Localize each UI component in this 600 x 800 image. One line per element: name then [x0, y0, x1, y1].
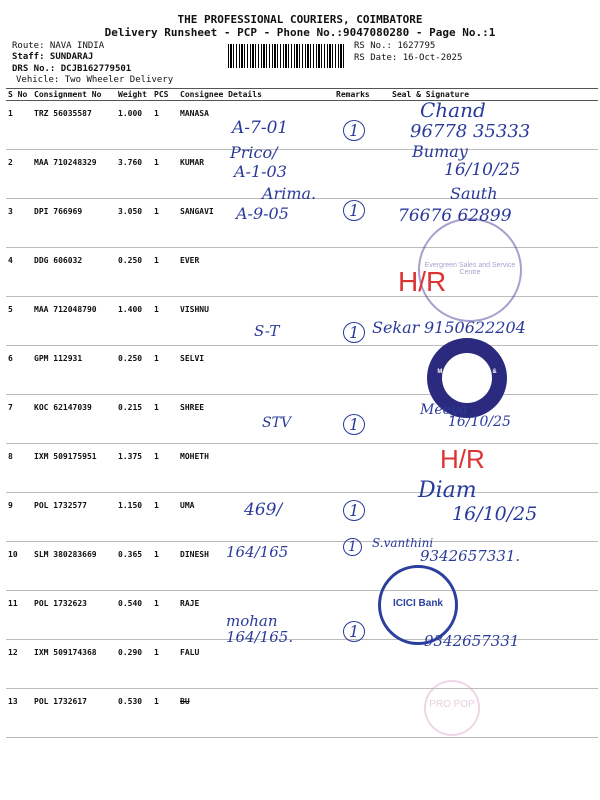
row-pcs: 1	[152, 346, 178, 395]
row-sno: 1	[6, 101, 32, 150]
row-remarks	[334, 689, 390, 738]
row-pcs: 1	[152, 689, 178, 738]
col-consignment: Consignment No	[32, 89, 116, 101]
hw-r13-phone: 9342657331	[424, 632, 520, 650]
row-consignee: FALU	[178, 640, 334, 689]
row-consignment: DPI 766969	[32, 199, 116, 248]
hw-r1-address: A-7-01	[232, 118, 289, 138]
row-remarks	[334, 248, 390, 297]
row-pcs: 1	[152, 591, 178, 640]
hw-r13-mark: 1	[343, 621, 365, 642]
row-weight: 1.375	[116, 444, 152, 493]
row-consignment: KOC 62147039	[32, 395, 116, 444]
row-consignee: BU	[178, 689, 334, 738]
route: Route: NAVA INDIA	[12, 41, 105, 51]
hw-r10-mark: 1	[343, 500, 365, 521]
staff: Staff: SUNDARAJ	[12, 52, 94, 62]
row-consignee: SELVI	[178, 346, 334, 395]
hw-r6-phone: 9150622204	[424, 318, 526, 337]
table-header-row	[6, 89, 598, 101]
hw-r13-address2: 164/165.	[226, 628, 294, 646]
row-sno: 12	[6, 640, 32, 689]
hw-r3-address2: A-9-05	[236, 204, 289, 223]
col-consignee: Consignee Details	[178, 89, 334, 101]
hw-r8-date: 16/10/25	[448, 414, 511, 430]
row-sno: 4	[6, 248, 32, 297]
hw-r1-phone: 96778 35333	[410, 121, 531, 142]
row-weight: 0.540	[116, 591, 152, 640]
row-pcs: 1	[152, 248, 178, 297]
hw-r8-address: STV	[262, 415, 292, 431]
row-sno: 6	[6, 346, 32, 395]
row-weight: 0.290	[116, 640, 152, 689]
row-weight: 1.150	[116, 493, 152, 542]
row-consignee: KUMAR	[178, 150, 334, 199]
row-pcs: 1	[152, 297, 178, 346]
hw-r10-signature: Diam	[418, 478, 477, 503]
company-title: THE PROFESSIONAL COURIERS, COIMBATORE	[177, 13, 423, 26]
hw-r6-address: S-T	[254, 322, 280, 340]
row-consignment: IXM 509175951	[32, 444, 116, 493]
hw-r11-address: 164/165	[226, 543, 289, 561]
row-weight: 1.000	[116, 101, 152, 150]
row-remarks	[334, 640, 390, 689]
row-sno: 13	[6, 689, 32, 738]
table-row	[6, 346, 598, 395]
row-sno: 7	[6, 395, 32, 444]
row-consignment: POL 1732577	[32, 493, 116, 542]
row-seal-signature	[390, 689, 598, 738]
hw-r3-mark: 1	[343, 200, 365, 221]
row-consignee: SANGAVI	[178, 199, 334, 248]
hw-r9-hr: H/R	[440, 444, 485, 474]
rs-date: RS Date: 16-Oct-2025	[354, 53, 463, 63]
row-consignee: SHREE	[178, 395, 334, 444]
runsheet-subtitle: Delivery Runsheet - PCP - Phone No.:9047080280 - Page No.:1	[104, 26, 496, 39]
hw-r6-mark: 1	[343, 322, 365, 343]
hw-r3-address1: Arima.	[262, 184, 317, 203]
hw-r1-signature: Chand	[420, 98, 486, 122]
row-remarks	[334, 346, 390, 395]
hw-r3-phone: 76676 62899	[398, 206, 512, 226]
hw-r2-address2: A-1-03	[234, 162, 287, 181]
row-consignment: POL 1732617	[32, 689, 116, 738]
row-pcs: 1	[152, 640, 178, 689]
vehicle: Vehicle: Two Wheeler Delivery	[16, 75, 174, 85]
row-consignment: SLM 380283669	[32, 542, 116, 591]
hw-r11-signature: S.vanthini	[372, 536, 434, 550]
row-weight: 0.365	[116, 542, 152, 591]
row-weight: 0.250	[116, 248, 152, 297]
row-pcs: 1	[152, 542, 178, 591]
row-sno: 8	[6, 444, 32, 493]
hw-r10-address: 469/	[244, 500, 283, 520]
row-pcs: 1	[152, 444, 178, 493]
hw-r5-hr: H/R	[398, 266, 447, 297]
row-weight: 0.215	[116, 395, 152, 444]
row-consignee: VISHNU	[178, 297, 334, 346]
hw-r2-signature: Bumay	[412, 142, 468, 161]
row-consignee: EVER	[178, 248, 334, 297]
hw-r8-signature: Meeya	[420, 402, 468, 418]
row-consignment: TRZ 56035587	[32, 101, 116, 150]
row-consignee: DINESH	[178, 542, 334, 591]
row-consignee: UMA	[178, 493, 334, 542]
hw-r2-address1: Prico/	[230, 143, 278, 162]
row-sno: 3	[6, 199, 32, 248]
col-pcs: PCS	[152, 89, 178, 101]
hw-r13-address1: mohan	[226, 612, 278, 630]
evergreen-stamp-text: Evergreen Sales and Service Centre	[424, 262, 516, 276]
barcode	[228, 44, 346, 68]
table-row	[6, 444, 598, 493]
row-sno: 9	[6, 493, 32, 542]
row-pcs: 1	[152, 101, 178, 150]
hw-r1-mark: 1	[343, 120, 365, 141]
faded-stamp-text: PRO POP	[429, 699, 475, 710]
hw-r2-date: 16/10/25	[444, 160, 521, 180]
drs-number: DRS No.: DCJB162779501	[12, 64, 132, 74]
row-pcs: 1	[152, 395, 178, 444]
hw-r8-mark: 1	[343, 414, 365, 435]
row-consignee: RAJE	[178, 591, 334, 640]
row-remarks	[334, 150, 390, 199]
row-consignment: DDG 606032	[32, 248, 116, 297]
sweets-stamp-text: MADHAS SWEETS & SNACKS	[437, 369, 497, 381]
row-consignment: POL 1732623	[32, 591, 116, 640]
hw-r3-signature: Sauth	[450, 184, 498, 203]
row-pcs: 1	[152, 493, 178, 542]
hw-r11-phone: 9342657331.	[420, 547, 521, 565]
row-weight: 0.530	[116, 689, 152, 738]
col-seal-signature: Seal & Signature	[390, 89, 598, 101]
row-consignment: IXM 509174368	[32, 640, 116, 689]
col-remarks: Remarks	[334, 89, 390, 101]
row-weight: 1.400	[116, 297, 152, 346]
row-consignment: MAA 710248329	[32, 150, 116, 199]
hw-r11-mark: 1	[343, 538, 362, 556]
row-weight: 3.760	[116, 150, 152, 199]
row-remarks	[334, 444, 390, 493]
col-sno: S No	[6, 89, 32, 101]
hw-r6-signature: Sekar	[372, 318, 420, 337]
row-consignment: MAA 712048790	[32, 297, 116, 346]
faded-stamp	[424, 680, 480, 736]
row-sno: 2	[6, 150, 32, 199]
rs-number: RS No.: 1627795	[354, 41, 436, 51]
table-row	[6, 689, 598, 738]
row-consignee: MANASA	[178, 101, 334, 150]
row-consignee: MOHETH	[178, 444, 334, 493]
icici-stamp-text: ICICI Bank	[392, 598, 443, 609]
row-weight: 0.250	[116, 346, 152, 395]
row-pcs: 1	[152, 199, 178, 248]
row-sno: 5	[6, 297, 32, 346]
row-pcs: 1	[152, 150, 178, 199]
hw-r10-date: 16/10/25	[452, 503, 538, 525]
row-sno: 11	[6, 591, 32, 640]
row-weight: 3.050	[116, 199, 152, 248]
row-sno: 10	[6, 542, 32, 591]
col-weight: Weight	[116, 89, 152, 101]
row-consignment: GPM 112931	[32, 346, 116, 395]
